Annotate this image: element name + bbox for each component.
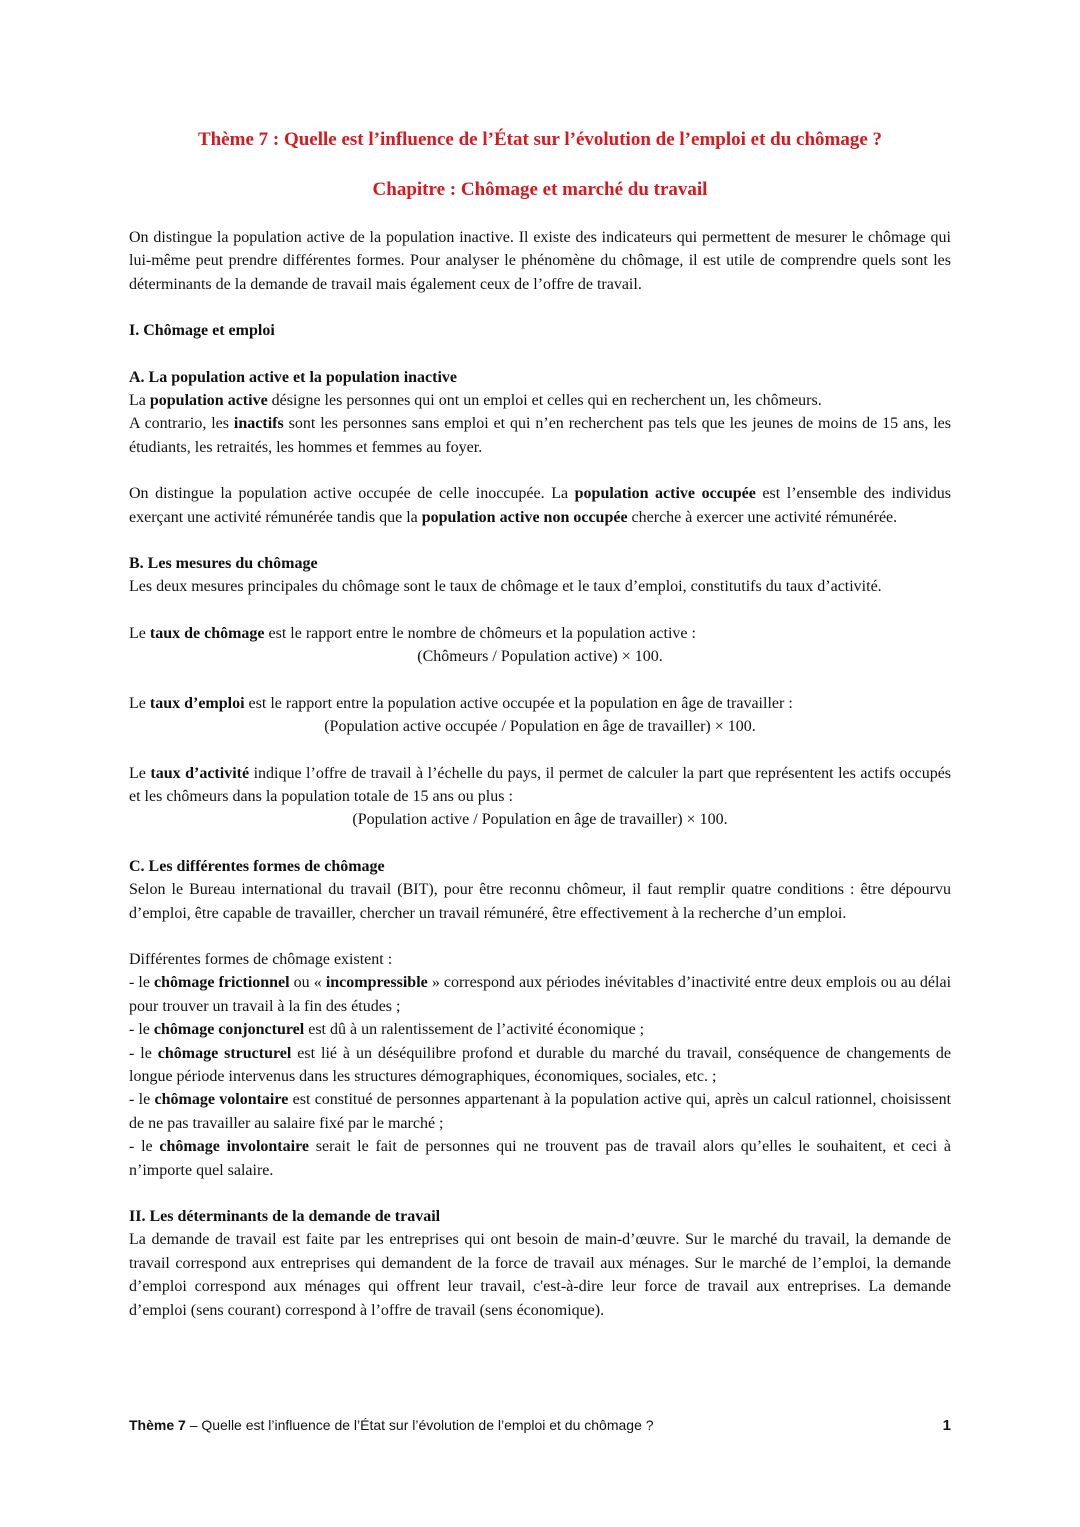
paragraph-population-active: La population active désigne les personnes qui ont un emploi et celles qui en recherchent un, les chômeurs.: [129, 392, 822, 410]
subsection-heading-a: A. La population active et la population inactive: [129, 368, 458, 386]
list-item: - le chômage volontaire est constitué de personnes appartenant à la population active qui, après un calcul rationnel, choisissent de ne pas travailler au salaire fixé par le marché ;: [129, 1091, 952, 1132]
document-title: Thème 7 : Quelle est l’influence de l’État sur l’évolution de l’emploi et du chômage ?: [197, 129, 883, 150]
paragraph-demande-travail: La demande de travail est faite par les entreprises qui ont besoin de main-d’œuvre. Sur le marché du travail, la demande de travail correspond aux entreprises qui demandent de la force de travail aux ménages. Sur le marché de l’emploi, la demande d’emploi correspond aux ménages qui offrent leur travail, c'est-à-dire leur force de travail aux entreprises. La demande d’emploi (sens courant) correspond à l’offre de travail (sens économique).: [129, 1231, 951, 1319]
list-item: - le chômage structurel est lié à un déséquilibre profond et durable du marché du travail, conséquence de changements de longue période intervenus dans les structures démographiques, économiques, sociales, etc. ;: [129, 1044, 951, 1085]
paragraph-bit: Selon le Bureau international du travail (BIT), pour être reconnu chômeur, il faut remplir quatre conditions : être dépourvu d’emploi, être capable de travailler, chercher un travail rémunéré, être effectivement à la recherche d’un emploi.: [129, 881, 951, 922]
page-number: 1: [942, 1417, 951, 1434]
section-heading-1: I. Chômage et emploi: [129, 322, 275, 340]
formula-taux-activite: (Population active / Population en âge de travailler) × 100.: [352, 811, 728, 829]
page-footer: [129, 1417, 951, 1433]
subsection-heading-b: B. Les mesures du chômage: [129, 555, 318, 573]
list-intro: Différentes formes de chômage existent :: [129, 950, 393, 968]
intro-paragraph: On distingue la population active de la population inactive. Il existe des indicateurs qui permettent de mesurer le chômage qui lui-même peut prendre différentes formes. Pour analyser le phénomène du chômage, il est utile de comprendre quels sont les déterminants de la demande de travail mais également ceux de l’offre de travail.: [129, 229, 951, 293]
footer-text: – Quelle est l’influence de l’État sur l’évolution de l’emploi et du chômage ?: [185, 1417, 654, 1433]
section-heading-2: II. Les déterminants de la demande de travail: [129, 1208, 441, 1225]
document-page: [129, 126, 951, 1322]
subsection-heading-c: C. Les différentes formes de chômage: [129, 857, 385, 875]
chapter-title: Chapitre : Chômage et marché du travail: [372, 179, 708, 200]
formula-taux-emploi: (Population active occupée / Population en âge de travailler) × 100.: [324, 718, 756, 736]
paragraph-inactifs: A contrario, les inactifs sont les personnes sans emploi et qui n’en recherchent pas tels que les jeunes de moins de 15 ans, les étudiants, les retraités, les hommes et femmes au foyer.: [129, 415, 951, 456]
paragraph-taux-chomage: Le taux de chômage est le rapport entre le nombre de chômeurs et la population active :: [129, 624, 696, 642]
paragraph-population-occupee: On distingue la population active occupée de celle inoccupée. La population active occupée est l’ensemble des individus exerçant une activité rémunérée tandis que la population active non occupée cherche à exercer une activité rémunérée.: [129, 485, 951, 526]
paragraph-taux-activite: Le taux d’activité indique l’offre de travail à l’échelle du pays, il permet de calculer la part que représentent les actifs occupés et les chômeurs dans la population totale de 15 ans ou plus :: [129, 764, 952, 805]
list-item: - le chômage frictionnel ou « incompressible » correspond aux périodes inévitables d’inactivité entre deux emplois ou au délai pour trouver un travail à la fin des études ;: [129, 974, 952, 1015]
paragraph-mesures: Les deux mesures principales du chômage sont le taux de chômage et le taux d’emploi, constitutifs du taux d’activité.: [129, 578, 882, 596]
list-item: - le chômage involontaire serait le fait de personnes qui ne trouvent pas de travail alors qu’elles le souhaitent, et ceci à n’importe quel salaire.: [129, 1138, 951, 1179]
paragraph-taux-emploi: Le taux d’emploi est le rapport entre la population active occupée et la population en âge de travailler :: [129, 694, 793, 712]
formula-taux-chomage: (Chômeurs / Population active) × 100.: [417, 648, 663, 666]
footer-theme: Thème 7: [129, 1417, 186, 1433]
list-item: - le chômage conjoncturel est dû à un ralentissement de l’activité économique ;: [129, 1021, 645, 1039]
